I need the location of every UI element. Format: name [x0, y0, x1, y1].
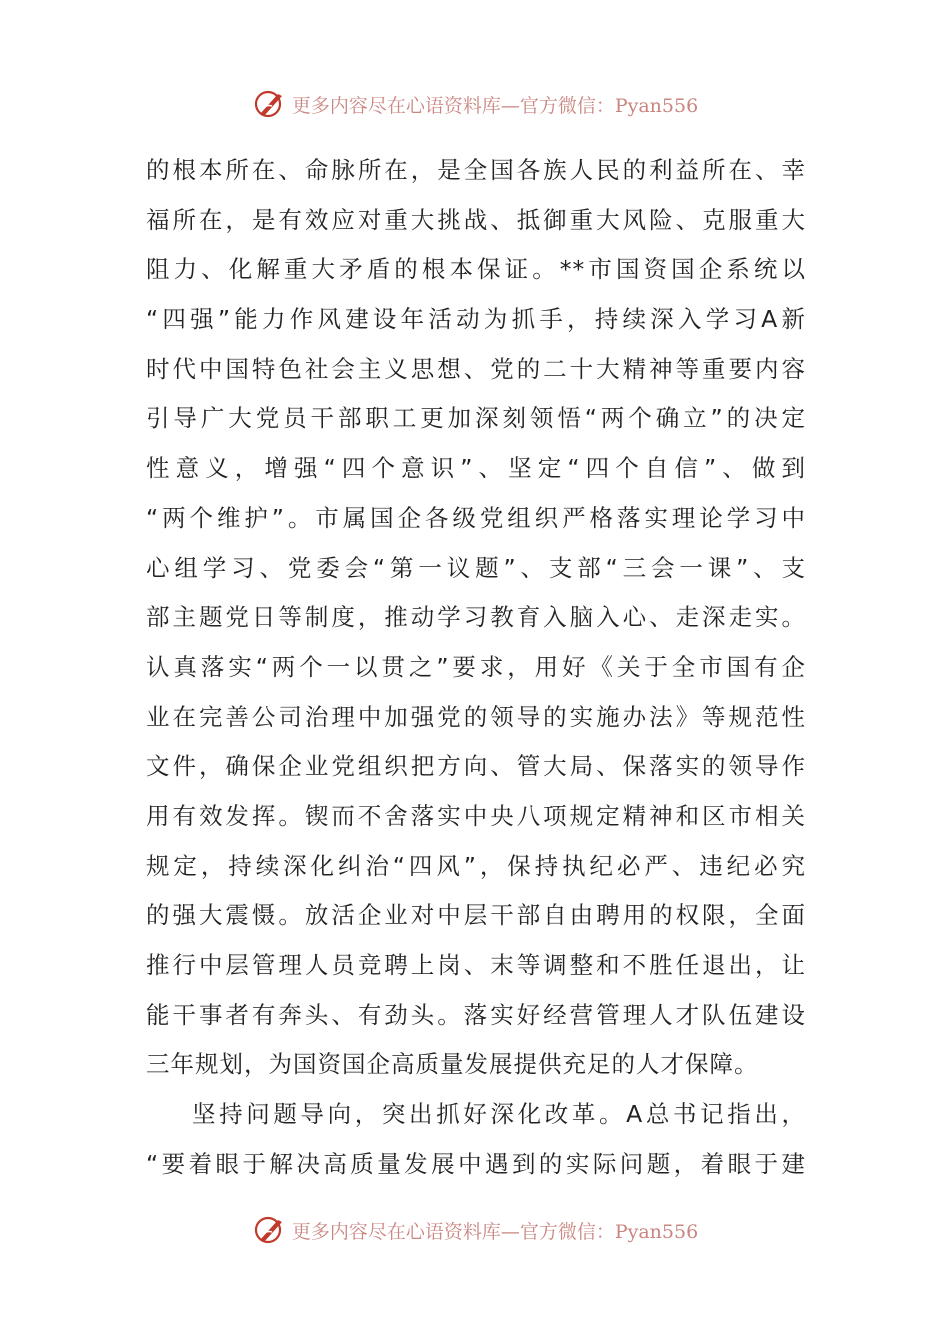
- watermark-header: [0, 84, 950, 124]
- watermark-site: 更多内容尽在心语资料库—: [291, 1220, 520, 1243]
- document-body: [146, 146, 806, 1189]
- watermark-site: 更多内容尽在心语资料库—: [291, 94, 520, 117]
- body-line: 心组学习、党委会“第一议题”、支部“三会一课”、支: [146, 553, 806, 582]
- body-line: 时代中国特色社会主义思想、党的二十大精神等重要内容: [146, 354, 806, 383]
- body-line-paragraph-start: 坚持问题导向，突出抓好深化改革。A总书记指出，: [192, 1100, 806, 1129]
- body-line: 福所在，是有效应对重大挑战、抵御重大风险、克服重大: [146, 205, 806, 234]
- pen-logo-icon: [252, 1212, 288, 1248]
- body-line: “要着眼于解决高质量发展中遇到的实际问题，着眼于建: [146, 1149, 806, 1178]
- pen-logo-icon: [252, 86, 288, 122]
- body-line: 用有效发挥。锲而不舍落实中央八项规定精神和区市相关: [146, 801, 806, 830]
- body-line: 的根本所在、命脉所在，是全国各族人民的利益所在、幸: [146, 156, 806, 184]
- body-line: 认真落实“两个一以贯之”要求，用好《关于全市国有企: [146, 652, 806, 681]
- body-line: 推行中层管理人员竞聘上岗、末等调整和不胜任退出，让: [146, 951, 806, 979]
- body-line: 业在完善公司治理中加强党的领导的实施办法》等规范性: [146, 702, 806, 731]
- body-line: 引导广大党员干部职工更加深刻领悟“两个确立”的决定: [146, 404, 806, 433]
- watermark-footer: [0, 1210, 950, 1250]
- body-line: 文件，确保企业党组织把方向、管大局、保落实的领导作: [146, 752, 806, 781]
- body-line: 阻力、化解重大矛盾的根本保证。**市国资国企系统以: [146, 255, 806, 284]
- body-line: 规定，持续深化纠治“四风”，保持执纪必严、违纪必究: [146, 851, 806, 880]
- watermark-text: [292, 1217, 698, 1244]
- body-line: 三年规划，为国资国企高质量发展提供充足的人才保障。: [146, 1050, 759, 1079]
- body-line: “四强”能力作风建设年活动为抓手，持续深入学习A新: [146, 305, 806, 334]
- body-line: 性意义，增强“四个意识”、坚定“四个自信”、做到: [146, 454, 806, 483]
- body-line: 的强大震慑。放活企业对中层干部自由聘用的权限，全面: [146, 901, 806, 930]
- body-line: 能干事者有奔头、有劲头。落实好经营管理人才队伍建设: [146, 1000, 806, 1029]
- watermark-wechat: 官方微信：Pyan556: [519, 1220, 699, 1243]
- body-line: 部主题党日等制度，推动学习教育入脑入心、走深走实。: [146, 603, 806, 632]
- body-line: “两个维护”。市属国企各级党组织严格落实理论学习中: [146, 503, 806, 532]
- watermark-wechat: 官方微信：Pyan556: [519, 94, 699, 117]
- watermark-text: [292, 91, 698, 118]
